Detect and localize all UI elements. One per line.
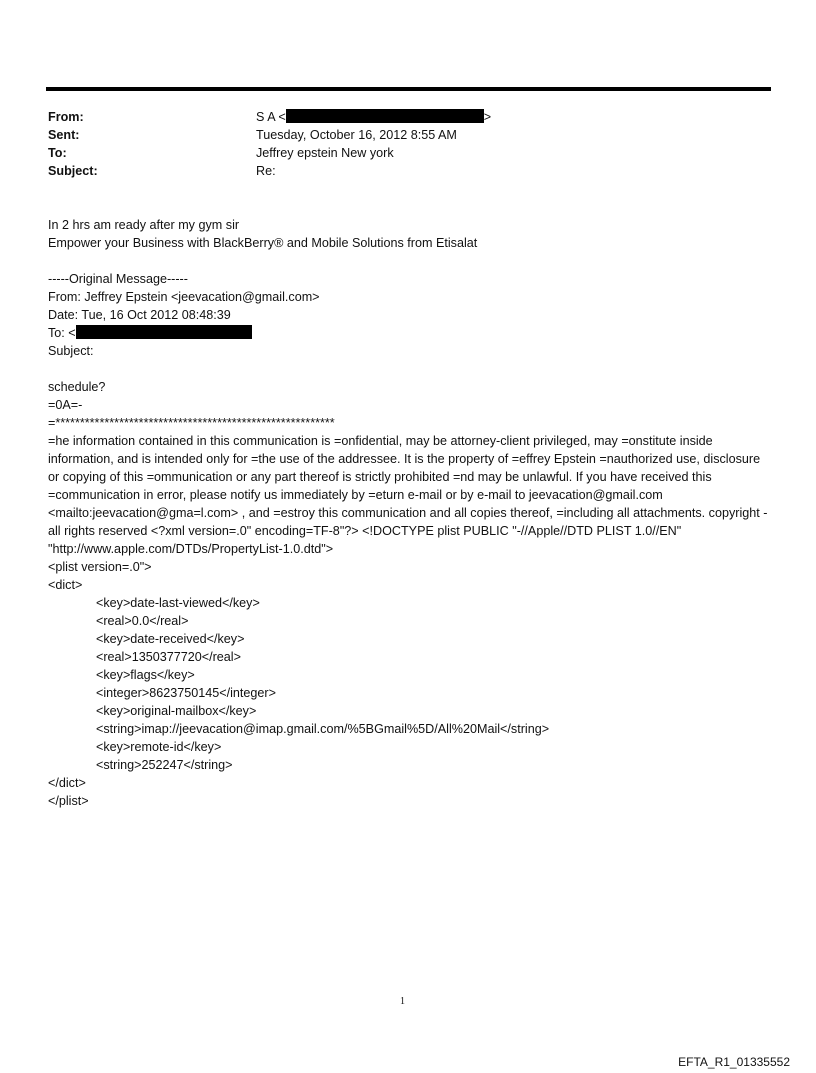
sent-label: Sent: xyxy=(48,128,80,142)
body-line: Empower your Business with BlackBerry® and Mobile Solutions from Etisalat xyxy=(48,236,478,250)
original-from: From: Jeffrey Epstein <jeevacation@gmail.com> xyxy=(48,290,320,304)
from-value xyxy=(256,108,491,126)
subject-row xyxy=(48,162,748,180)
subject-value: Re: xyxy=(256,164,276,178)
from-name: S A < xyxy=(256,110,286,124)
from-label: From: xyxy=(48,110,84,124)
bates-number: EFTA_R1_01335552 xyxy=(678,1055,790,1069)
header-rule xyxy=(46,87,771,91)
sent-value: Tuesday, October 16, 2012 8:55 AM xyxy=(256,128,457,142)
dict-open: <dict> xyxy=(48,578,83,592)
plist-value: <string>252247</string> xyxy=(96,758,233,772)
plist-value: <string>imap://jeevacation@imap.gmail.com/%5BGmail%5D/All%20Mail</string> xyxy=(96,722,550,736)
dict-close: </dict> xyxy=(48,776,86,790)
to-value: Jeffrey epstein New york xyxy=(256,146,394,160)
subject-label: Subject: xyxy=(48,164,98,178)
plist-key: <key>remote-id</key> xyxy=(96,740,222,754)
plist-key: <key>original-mailbox</key> xyxy=(96,704,257,718)
plist-value: <real>0.0</real> xyxy=(96,614,189,628)
to-label: To: xyxy=(48,146,67,160)
original-to xyxy=(48,324,778,342)
redaction-box xyxy=(286,109,484,123)
separator-stars: =********************************************************* xyxy=(48,416,335,430)
page-number: 1 xyxy=(400,996,405,1007)
redaction-box xyxy=(76,325,252,339)
email-header xyxy=(48,108,748,180)
from-row xyxy=(48,108,748,126)
body-line: =0A=- xyxy=(48,398,83,412)
original-message-marker: -----Original Message----- xyxy=(48,272,188,286)
plist-value: <real>1350377720</real> xyxy=(96,650,241,664)
plist-value: <integer>8623750145</integer> xyxy=(96,686,276,700)
plist-close: </plist> xyxy=(48,794,89,808)
to-row xyxy=(48,144,748,162)
plist-open: <plist version=.0"> xyxy=(48,560,152,574)
sent-row xyxy=(48,126,748,144)
original-subject: Subject: xyxy=(48,344,94,358)
body-line: In 2 hrs am ready after my gym sir xyxy=(48,218,240,232)
body-line: schedule? xyxy=(48,380,106,394)
original-date: Date: Tue, 16 Oct 2012 08:48:39 xyxy=(48,308,231,322)
email-body xyxy=(48,216,778,810)
plist-key: <key>date-last-viewed</key> xyxy=(96,596,260,610)
from-close: > xyxy=(483,110,492,124)
plist-key: <key>flags</key> xyxy=(96,668,195,682)
plist-key: <key>date-received</key> xyxy=(96,632,245,646)
original-to-text: To: < xyxy=(48,326,76,340)
disclaimer-paragraph: =he information contained in this communication is =onfidential, may be attorney-client privileged, may =onstitute inside information, and is intended only for =the use of the addressee. It is the property of =effrey Epstein =nauthorized use, disclosure or copying of this =ommunication or any part thereof is strictly prohibited =nd may be unlawful. If you have received this =communication in error, please notify us immediately by =eturn e-mail or by e-mail to jeevacation@gmail.com <mailto:jeevacation@gma=l.com> , and =estroy this communication and all copies thereof, =including all attachments. copyright -all rights reserved <?xml version=.0" encoding=TF-8"?> <!DOCTYPE plist PUBLIC "-//Apple//DTD PLIST 1.0//EN" "http://www.apple.com/DTDs/PropertyList-1.0.dtd"> xyxy=(48,434,768,556)
